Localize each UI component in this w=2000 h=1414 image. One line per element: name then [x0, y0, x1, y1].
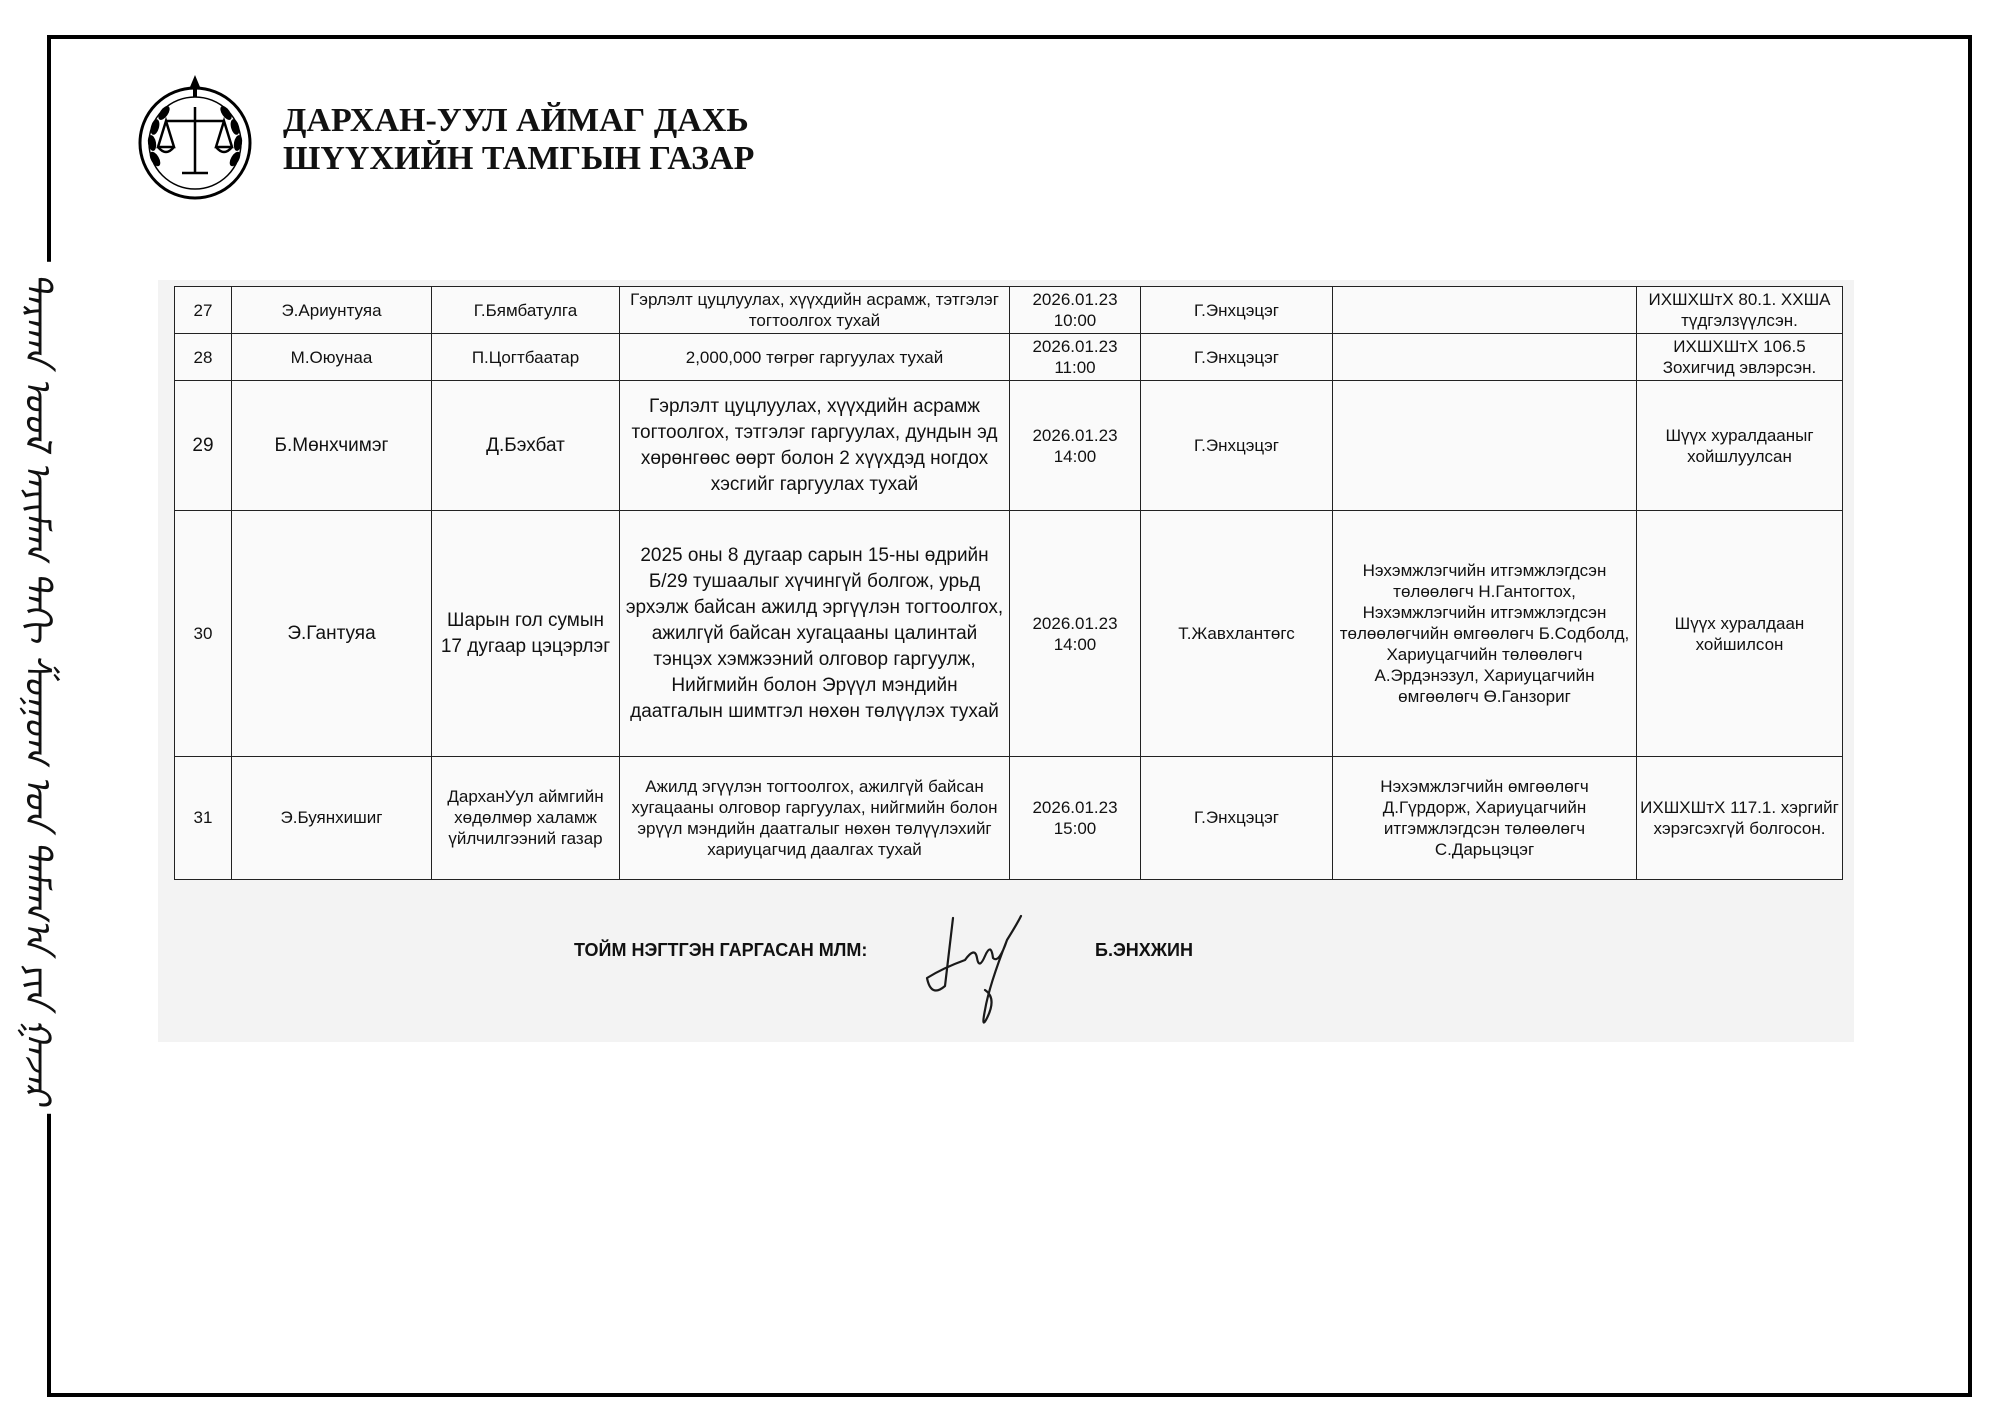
scanned-schedule-sheet: [158, 280, 1854, 1042]
judge: Г.Энхцэцэг: [1141, 287, 1333, 334]
judge: Т.Жавхлантөгс: [1141, 511, 1333, 756]
table-row: [175, 511, 1843, 756]
judge: Г.Энхцэцэг: [1141, 756, 1333, 879]
claim: Гэрлэлт цуцлуулах, хүүхдийн асрамж, тэтгэлэг тогтоолгох тухай: [620, 287, 1010, 334]
hearing-datetime: 2026.01.23 14:00: [1010, 381, 1141, 511]
plaintiff: М.Оюунаа: [232, 334, 432, 381]
compiler-name: Б.ЭНХЖИН: [1095, 940, 1193, 960]
hearing-result: Шүүх хуралдааныг хойшлуулсан: [1637, 381, 1843, 511]
hearing-result: ИХШХШтХ 80.1. ХХША түдгэлзүүлсэн.: [1637, 287, 1843, 334]
participants: [1333, 287, 1637, 334]
hearing-datetime: 2026.01.23 15:00: [1010, 756, 1141, 879]
case-number: 27: [175, 287, 232, 334]
plaintiff: Э.Буянхишиг: [232, 756, 432, 879]
case-number: 29: [175, 381, 232, 511]
signature-icon: [923, 898, 1033, 1028]
judge: Г.Энхцэцэг: [1141, 381, 1333, 511]
compiled-by-label: ТОЙМ НЭГТГЭН ГАРГАСАН МЛМ:: [574, 940, 868, 960]
table-row: [175, 381, 1843, 511]
org-name-line1: ДАРХАН-УУЛ АЙМАГ ДАХЬ: [283, 102, 749, 139]
participants: Нэхэмжлэгчийн өмгөөлөгч Д.Гүрдорж, Хариуцагчийн итгэмжлэгдсэн төлөөлөгч С.Дарьцэцэг: [1333, 756, 1637, 879]
hearing-result: Шүүх хуралдаан хойшилсон: [1637, 511, 1843, 756]
hearing-result: ИХШХШтХ 106.5 Зохигчид эвлэрсэн.: [1637, 334, 1843, 381]
judge: Г.Энхцэцэг: [1141, 334, 1333, 381]
plaintiff: Б.Мөнхчимэг: [232, 381, 432, 511]
hearing-datetime: 2026.01.23 10:00: [1010, 287, 1141, 334]
table-row: [175, 756, 1843, 879]
defendant: Г.Бямбатулга: [432, 287, 620, 334]
court-hearing-table: [174, 286, 1843, 880]
case-number: 31: [175, 756, 232, 879]
org-name-line2: ШҮҮХИЙН ТАМГЫН ГАЗАР: [283, 140, 755, 177]
defendant: Д.Бэхбат: [432, 381, 620, 511]
claim: 2,000,000 төгрөг гаргуулах тухай: [620, 334, 1010, 381]
participants: [1333, 334, 1637, 381]
court-emblem-icon: [138, 73, 252, 205]
hearing-datetime: 2026.01.23 14:00: [1010, 511, 1141, 756]
mongolian-script-title: ᠳᠠᠷᠬᠠᠨ ᠤᠤᠯ ᠠᠶᠢᠮᠠᠭ ᠳᠠᠬᠢ ᠱᠤᠭᠤᠬ ᠤᠨ ᠲᠠᠮᠠᠭ᠎ᠠ ᠶᠢᠨ ᠭᠠᠵᠠᠷ: [0, 205, 92, 1170]
hearing-result: ИХШХШтХ 117.1. хэргийг хэрэгсэхгүй болгосон.: [1637, 756, 1843, 879]
table-row: [175, 334, 1843, 381]
defendant: ДарханУул аймгийн хөдөлмөр халамж үйлчилгээний газар: [432, 756, 620, 879]
case-number: 28: [175, 334, 232, 381]
plaintiff: Э.Ариунтуяа: [232, 287, 432, 334]
claim: Ажилд эгүүлэн тогтоолгох, ажилгүй байсан хугацааны олговор гаргуулах, нийгмийн болон эрүүл мэндийн даатгалыг нөхөн төлүүлэхийг хариуцагчид даалгах тухай: [620, 756, 1010, 879]
participants: Нэхэмжлэгчийн итгэмжлэгдсэн төлөөлөгч Н.Гантогтох, Нэхэмжлэгчийн итгэмжлэгдсэн төлөөлөгчийн өмгөөлөгч Б.Содболд, Хариуцагчийн төлөөлөгч А.Эрдэнэзул, Хариуцагчийн өмгөөлөгч Ө.Ганзориг: [1333, 511, 1637, 756]
table-row: [175, 287, 1843, 334]
plaintiff: Э.Гантуяа: [232, 511, 432, 756]
defendant: Шарын гол сумын 17 дугаар цэцэрлэг: [432, 511, 620, 756]
hearing-datetime: 2026.01.23 11:00: [1010, 334, 1141, 381]
defendant: П.Цогтбаатар: [432, 334, 620, 381]
organization-name: [283, 102, 754, 178]
claim: Гэрлэлт цуцлуулах, хүүхдийн асрамж тогтоолгох, тэтгэлэг гаргуулах, дундын эд хөрөнгөөс өөрт болон 2 хүүхдэд ногдох хэсгийг гаргуулах тухай: [620, 381, 1010, 511]
claim: 2025 оны 8 дугаар сарын 15-ны өдрийн Б/29 тушаалыг хүчингүй болгож, урьд эрхэлж байсан ажилд эргүүлэн тогтоолгох, ажилгүй байсан хугацааны цалинтай тэнцэх хэмжээний олговор гаргуулж, Нийгмийн болон Эрүүл мэндийн даатгалын шимтгэл нөхөн төлүүлэх тухай: [620, 511, 1010, 756]
case-number: 30: [175, 511, 232, 756]
participants: [1333, 381, 1637, 511]
